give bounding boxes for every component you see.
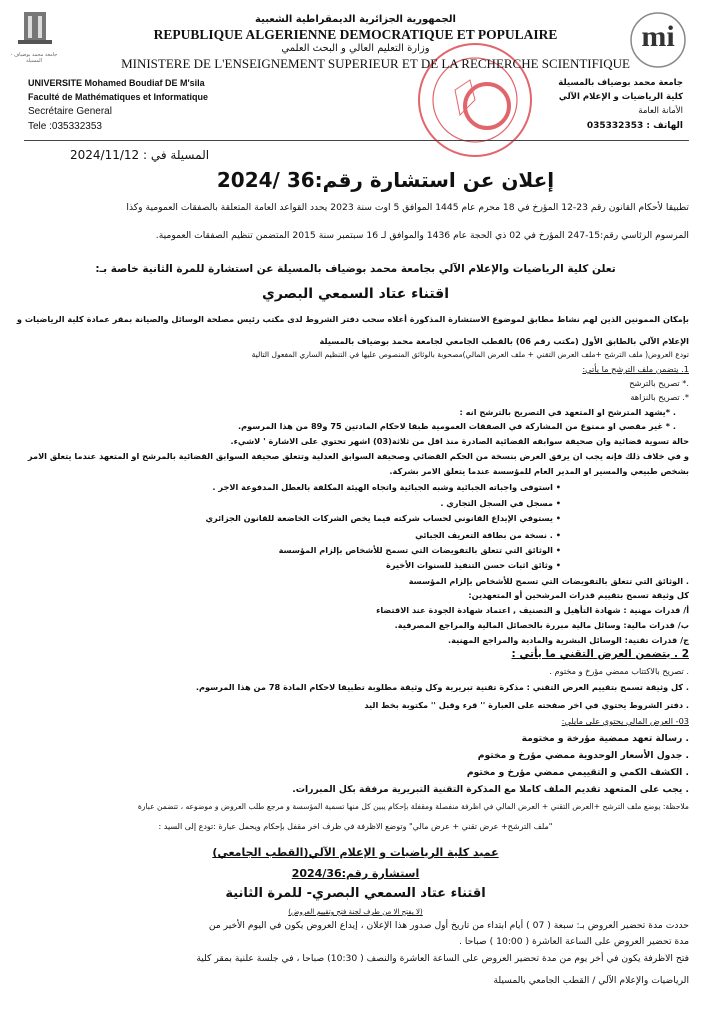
section-1-heading: 1. يتضمن ملف الترشح ما يأتي: bbox=[582, 364, 689, 374]
bullet-item: • يستوفي الإيداع القانوني لحساب شركته فيما يخص الشركات الخاضعة للقانون الجزائري bbox=[205, 513, 561, 523]
list-item: . الكشف الكمي و التقييمي ممضي مؤرخ و مختوم bbox=[466, 767, 689, 778]
list-item: و في خلاف ذلك فإنه يجب ان يرفق العرض بنسخة من الحكم القضائي وصحيفة السوابق العدلية وتتعلق صحيفة السوابق القضائية بالمرشح او المتعهد عندما يتعلق الامر bbox=[27, 451, 689, 461]
list-item: . * غير مقصي او ممنوع من المشاركة في الصفقات العمومية طبقا لاحكام المادتين 75 و89 من هذا المرسوم. bbox=[237, 421, 676, 431]
note-line-2: "ملف الترشح+ عرض تقني + عرض مالي" وتوضع الاظرفة في ظرف اخر مقفل بإحكام ويحمل عبارة :تودع إلى السيد : bbox=[158, 822, 553, 831]
republic-french: REPUBLIQUE ALGERIENNE DEMOCRATIQUE ET POPULAIRE bbox=[153, 27, 558, 42]
faculty-name-ar: كلية الرياضيات و الإعلام الآلي bbox=[558, 92, 683, 102]
list-item: ج/ قدرات تقنية: الوسائل البشرية والمادية والمراجع المهنية. bbox=[448, 635, 689, 645]
instructions-line-1: بإمكان الممونين الذين لهم نشاط مطابق لموضوع الاستشارة المذكورة أعلاه سحب دفتر الشروط لدى مكتب رئيس مصلحة الوسائل والصيانة بمقر عمادة كلية الرياضيات و bbox=[16, 314, 689, 324]
list-item: . يجب على المتعهد تقديم الملف كاملا مع المذكرة التقنية التبريرية مرفقة بكل المبررات. bbox=[292, 784, 689, 795]
consultation-number: استشارة رقم:2024/36 bbox=[291, 867, 420, 880]
addressee-line: عميد كلية الرياضيات و الإعلام الآلي(القطب الجامعي) bbox=[212, 846, 499, 859]
bullet-item: • استوفى واجباته الجبائية وشبه الجبائية واتجاه الهيئة المكلفة بالعطل المدفوعة الاجر . bbox=[212, 482, 561, 492]
list-item: حالة تسوية قضائية وان صحيفة سوابقه القضائية الصادرة منذ اقل من ثلاثة(03) اشهر تحتوي على الاشارة ' لاشيء. bbox=[230, 436, 689, 446]
list-item: . الوثائق التي تتعلق بالتفويضات التي تسمح للأشخاص بإلزام المؤسسة bbox=[408, 576, 689, 586]
submission-line: تودع العروض( ملف الترشح +ملف العرض التقني + ملف العرض المالي)مصحوبة بالوثائق المنصوص عليها في التنظيم الساري المفعول التالية bbox=[251, 350, 689, 359]
note-line-1: ملاحظة: يوضع ملف الترشح +العرض التقني + العرض المالي في اظرفة منفصلة ومقفلة بإحكام يبين كل منها تسمية المؤسسة و مرجع طلب العروض و موضوعه ، تتضمن عبارة bbox=[137, 802, 689, 811]
bullet-item: • مسجل في السجل التجاري . bbox=[440, 498, 561, 508]
announcement-line: تعلن كلية الرياضيات والإعلام الآلي بجامعة محمد بوضياف بالمسيلة عن استشارة للمرة الثانية خاصة بـ: bbox=[95, 263, 616, 275]
legal-basis-line-1: تطبيقا لأحكام القانون رقم 23-12 المؤرخ في 18 محرم عام 1445 الموافق 5 اوت سنة 2023 يحدد القواعد العامة المتعلقة بالصفقات العمومية وكذا bbox=[126, 202, 689, 213]
list-item: بشخص طبيعي والمسير او المدير العام للمؤسسة عندما يتعلق الامر بشركة. bbox=[389, 466, 689, 476]
header-divider bbox=[24, 140, 689, 141]
list-item: *. تصريح بالنزاهة bbox=[630, 392, 689, 402]
list-item: . رسالة تعهد ممضية مؤرخة و مختومة bbox=[521, 733, 689, 744]
list-item: . جدول الأسعار الوحدوية ممضي مؤرخ و مختوم bbox=[477, 750, 689, 761]
section-2-heading: 2 . يتضمن العرض التقني ما يأتي : bbox=[511, 648, 689, 660]
list-item: . كل وثيقة تسمح بتقييم العرض التقني : مذكرة تقنية تبريرية وكل وثيقة مطلوبة تطبيقا لاحكام المادة 78 من هذا المرسوم. bbox=[195, 682, 689, 692]
page-title: إعلان عن استشارة رقم:36 /2024 bbox=[216, 168, 555, 192]
envelope-notice: (لا يفتح الا من طرف لجنة فتح وتقييم العروض) bbox=[288, 908, 423, 916]
phone-fr: Tele :035332353 bbox=[28, 121, 102, 132]
deadline-line-2: مدة تحضير العروض على الساعة العاشرة ( 10:00 ) صباحا . bbox=[459, 936, 689, 947]
faculty-name-fr: Faculté de Mathématiques et Informatique bbox=[28, 92, 209, 102]
bullet-item: • وثائق اثبات حسن التنفيذ للسنوات الأخيرة bbox=[385, 560, 561, 570]
bullet-item: • الوثائق التي تتعلق بالتفويضات التي تسمح للأشخاص بإلزام المؤسسة bbox=[278, 545, 561, 555]
envelope-subject: اقتناء عتاد السمعي البصري- للمرة الثانية bbox=[225, 886, 486, 901]
ministry-arabic: وزارة التعليم العالي و البحث العلمي bbox=[281, 43, 430, 54]
bullet-item: • . نسخة من بطاقة التعريف الجبائي bbox=[415, 530, 561, 540]
legal-basis-line-2: المرسوم الرئاسي رقم:15-247 المؤرخ في 02 ذي الحجة عام 1436 والموافق لـ 16 سبتمبر سنة 2015 المتضمن تنظيم الصفقات العمومية. bbox=[155, 230, 689, 241]
university-name-ar: جامعة محمد بوضياف بالمسيلة bbox=[558, 78, 683, 88]
subject-line: اقتناء عتاد السمعي البصري bbox=[261, 286, 449, 302]
list-item: . *يشهد المترشح او المتعهد في التصريح بالترشح انه : bbox=[459, 407, 676, 417]
list-item: أ/ قدرات مهنية : شهادة التأهيل و التصنيف , اعتماد شهادة الجودة عند الاقتضاء bbox=[376, 605, 689, 615]
list-item: . دفتر الشروط يحتوي في اخر صفحته على العبارة '' قرء وقبل '' مكتوبة بخط اليد bbox=[364, 700, 689, 710]
republic-arabic: الجمهورية الجزائرية الديمقراطية الشعبية bbox=[255, 14, 456, 25]
university-logo-caption: جامعة محمد بوضياف - المسيلة bbox=[10, 52, 58, 64]
opening-line-1: فتح الاظرفة يكون في أخر يوم من مدة تحضير العروض على الساعة العاشرة والنصف ( 10:30) صباحا ، في جلسة علنية بمقر كلية bbox=[196, 953, 689, 964]
phone-ar: الهاتف : 035332353 bbox=[586, 121, 683, 131]
list-item: كل وثيقة تسمح بتقييم قدرات المرشحين أو المتعهدين: bbox=[468, 590, 689, 600]
list-item: . تصريح بالاكتتاب ممضي مؤرخ و مختوم . bbox=[549, 666, 689, 676]
list-item: .* تصريح بالترشح bbox=[629, 378, 689, 388]
ministry-french: MINISTERE DE L'ENSEIGNEMENT SUPERIEUR ET DE LA RECHERCHE SCIENTIFIQUE bbox=[121, 56, 630, 71]
university-name-fr: UNIVERSITE Mohamed Boudiaf DE M'sila bbox=[28, 78, 205, 88]
instructions-line-2: الإعلام الآلي بالطابق الأول (مكتب رقم 06) بالقطب الجامعي لجامعة محمد بوضياف بالمسيلة bbox=[319, 336, 689, 346]
deadline-line-1: حددت مدة تحضير العروض بـ: سبعة ( 07 ) أيام ابتداء من تاريخ أول صدور هذا الإعلان ، إيداع العروض يكون في اليوم الأخير من bbox=[208, 920, 689, 931]
secretary-general-ar: الأمانة العامة bbox=[638, 106, 683, 116]
date-line: المسيلة في : 2024/11/12 bbox=[70, 148, 210, 162]
opening-line-2: الرياضيات والإعلام الآلي / القطب الجامعي بالمسيلة bbox=[493, 975, 689, 986]
secretary-general-fr: Secrétaire General bbox=[28, 106, 112, 117]
list-item: ب/ قدرات مالية: وسائل مالية مبررة بالحصائل المالية والمراجع المصرفية. bbox=[394, 620, 689, 630]
section-3-heading: 03- العرض المالي يحتوي على مايلي: bbox=[561, 716, 689, 726]
faculty-logo-text: mi bbox=[641, 20, 675, 53]
